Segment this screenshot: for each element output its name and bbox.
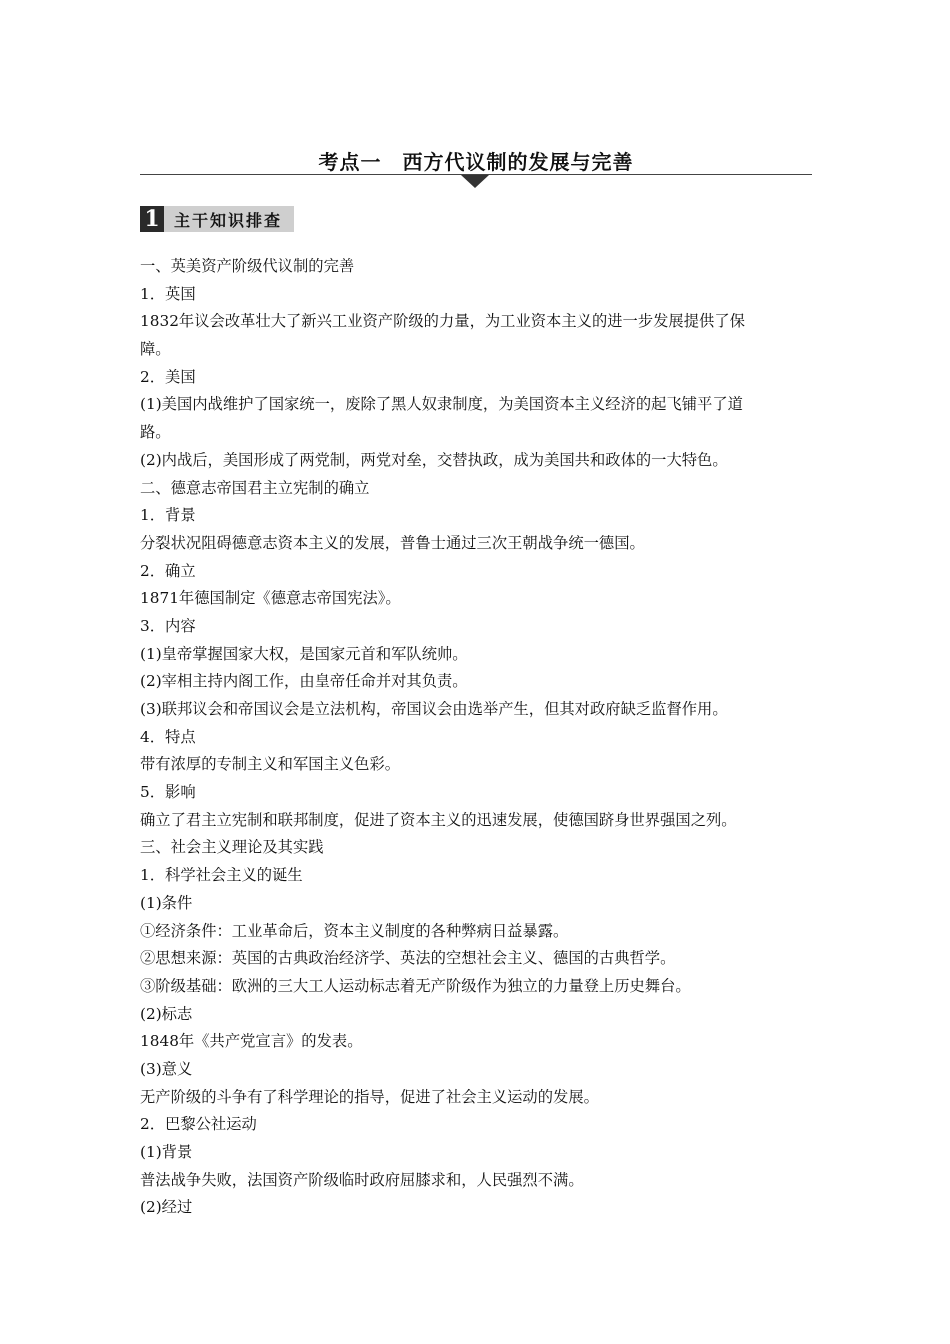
section-badge: [140, 206, 294, 232]
text-line: (3)联邦议会和帝国议会是立法机构，帝国议会由选举产生，但其对政府缺乏监督作用。: [140, 700, 728, 718]
page-title: 考点一 西方代议制的发展与完善: [318, 150, 634, 174]
text-line: ①经济条件：工业革命后，资本主义制度的各种弊病日益暴露。: [140, 921, 569, 940]
text-line: 1832年议会改革壮大了新兴工业资产阶级的力量，为工业资本主义的进一步发展提供了保: [140, 312, 745, 331]
text-line: (3)意义: [140, 1059, 193, 1078]
text-line: 1871年德国制定《德意志帝国宪法》。: [140, 589, 401, 608]
text-line: 无产阶级的斗争有了科学理论的指导，促进了社会主义运动的发展。: [140, 1087, 599, 1106]
text-line: (2)经过: [140, 1198, 193, 1217]
text-line: 障。: [140, 340, 171, 359]
text-line: 1．背景: [140, 506, 196, 525]
down-triangle-icon: [461, 175, 489, 188]
text-line: 2．美国: [140, 367, 196, 386]
text-line: 带有浓厚的专制主义和军国主义色彩。: [140, 755, 401, 774]
text-line: (1)美国内战维护了国家统一，废除了黑人奴隶制度，为美国资本主义经济的起飞铺平了道: [140, 395, 743, 414]
section-label: 主干知识排查: [164, 206, 294, 232]
text-line: (2)标志: [140, 1004, 193, 1023]
text-line: 1848年《共产党宣言》的发表。: [140, 1032, 363, 1051]
text-line: ③阶级基础：欧洲的三大工人运动标志着无产阶级作为独立的力量登上历史舞台。: [140, 976, 691, 995]
text-line: 确立了君主立宪制和联邦制度，促进了资本主义的迅速发展，使德国跻身世界强国之列。: [140, 810, 737, 829]
text-line: 2．确立: [140, 561, 196, 580]
text-line: 2．巴黎公社运动: [140, 1115, 257, 1134]
text-line: 一、英美资产阶级代议制的完善: [140, 257, 355, 275]
text-line: 3．内容: [140, 616, 196, 635]
text-line: 分裂状况阻碍德意志资本主义的发展，普鲁士通过三次王朝战争统一德国。: [140, 533, 645, 552]
document-body: [140, 253, 812, 1222]
text-line: 普法战争失败，法国资产阶级临时政府屈膝求和，人民强烈不满。: [140, 1170, 584, 1189]
text-line: (1)条件: [140, 893, 193, 912]
text-line: (2)宰相主持内阁工作，由皇帝任命并对其负责。: [140, 672, 468, 691]
text-line: 二、德意志帝国君主立宪制的确立: [140, 478, 370, 497]
text-line: 三、社会主义理论及其实践: [140, 838, 324, 857]
section-number: 1: [140, 206, 164, 232]
text-line: (1)背景: [140, 1143, 193, 1161]
text-line: (1)皇帝掌握国家大权，是国家元首和军队统帅。: [140, 644, 468, 663]
page-header: [140, 140, 812, 188]
text-line: 路。: [140, 423, 171, 442]
text-line: 1．英国: [140, 284, 196, 303]
text-line: 5．影响: [140, 783, 196, 802]
text-line: (2)内战后，美国形成了两党制，两党对垒，交替执政，成为美国共和政体的一大特色。: [140, 450, 728, 469]
text-line: 1．科学社会主义的诞生: [140, 866, 303, 885]
text-line: ②思想来源：英国的古典政治经济学、英法的空想社会主义、德国的古典哲学。: [140, 949, 676, 968]
text-line: 4．特点: [140, 727, 196, 746]
